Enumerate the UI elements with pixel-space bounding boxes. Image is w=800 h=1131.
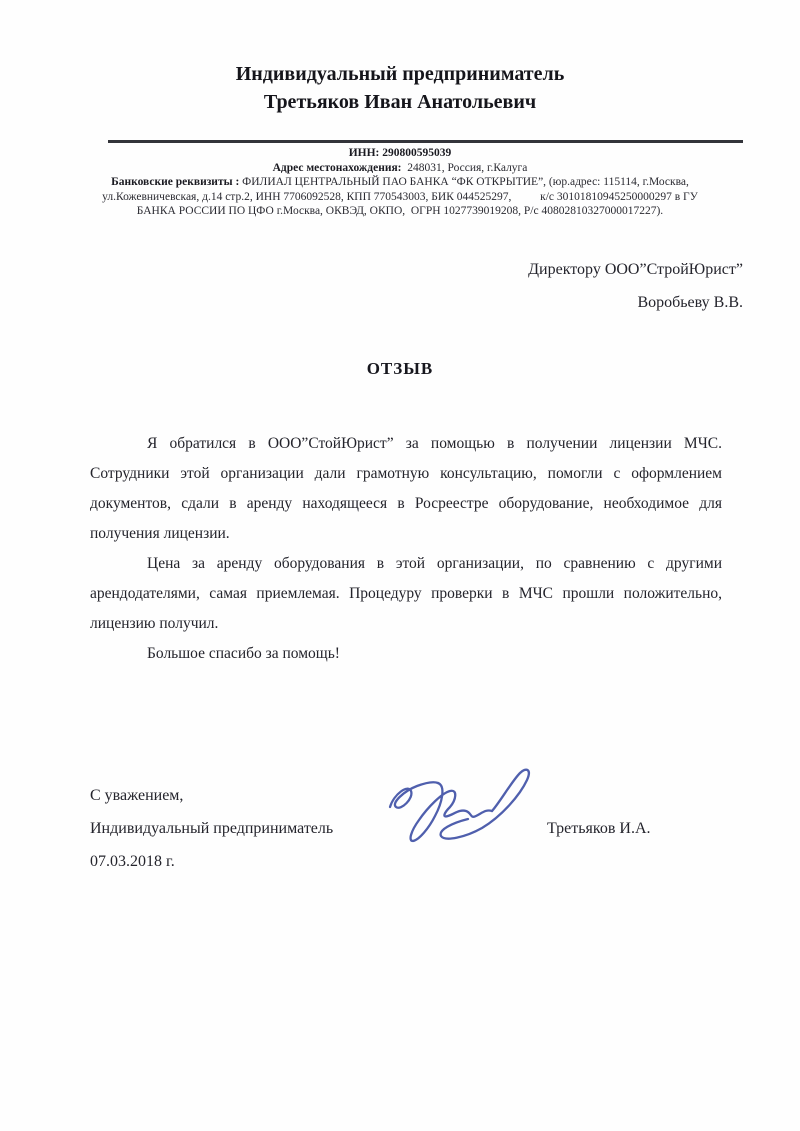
- inn-line: [28, 146, 772, 161]
- inn-label: ИНН:: [348, 147, 380, 159]
- closing-date: 07.03.2018 г.: [90, 852, 175, 870]
- recipient-line1: Директору ООО”СтройЮрист”: [528, 260, 743, 278]
- closing-salutation: С уважением,: [90, 786, 184, 804]
- address-value: 248031, Россия, г.Калуга: [401, 161, 528, 174]
- letterhead-title-line2: Третьяков Иван Анатольевич: [263, 91, 537, 113]
- inn-value: 290800595039: [379, 147, 452, 159]
- letterhead-title: [0, 60, 800, 116]
- review-paragraph: Большое спасибо за помощь!: [147, 644, 340, 662]
- bank-line-1: [28, 175, 772, 190]
- letterhead-title-line1: Индивидуальный предприниматель: [235, 63, 565, 85]
- letterhead-divider: [108, 140, 743, 143]
- bank-label: Банковские реквизиты :: [111, 176, 240, 188]
- bank-line-1-text: ФИЛИАЛ ЦЕНТРАЛЬНЫЙ ПАО БАНКА “ФК ОТКРЫТИЕ”, (юр.адрес: 115114, г.Москва,: [239, 176, 689, 188]
- handwritten-signature-icon: [383, 760, 555, 852]
- document-title: ОТЗЫВ: [366, 358, 434, 378]
- signer-name: Третьяков И.А.: [547, 819, 651, 837]
- address-label: Адрес местонахождения:: [272, 161, 402, 174]
- letterhead-requisites: [28, 146, 772, 219]
- recipient-line2: Воробьеву В.В.: [637, 293, 743, 311]
- bank-line-2: ул.Кожевничевская, д.14 стр.2, ИНН 7706092528, КПП 770543003, БИК 044525297, к/с 30101810945250000297 в ГУ: [102, 190, 698, 203]
- address-line: [28, 161, 772, 176]
- review-paragraph: Я обратился в ООО”СтойЮрист” за помощью в получении лицензии МЧС. Сотрудники этой организации дали грамотную консультацию, помогли с оформлением документов, сдали в аренду находящееся в Росреестре оборудование, необходимое для получения лицензии.: [90, 434, 722, 542]
- bank-line-3: БАНКА РОССИИ ПО ЦФО г.Москва, ОКВЭД, ОКПО, ОГРН 1027739019208, Р/с 40802810327000017227).: [136, 205, 664, 217]
- review-body: [90, 429, 722, 669]
- recipient-block: [0, 253, 743, 319]
- closing-role: Индивидуальный предприниматель: [90, 819, 334, 837]
- review-paragraph: Цена за аренду оборудования в этой организации, по сравнению с другими арендодателями, самая приемлемая. Процедуру проверки в МЧС прошли положительно, лицензию получил.: [90, 554, 722, 632]
